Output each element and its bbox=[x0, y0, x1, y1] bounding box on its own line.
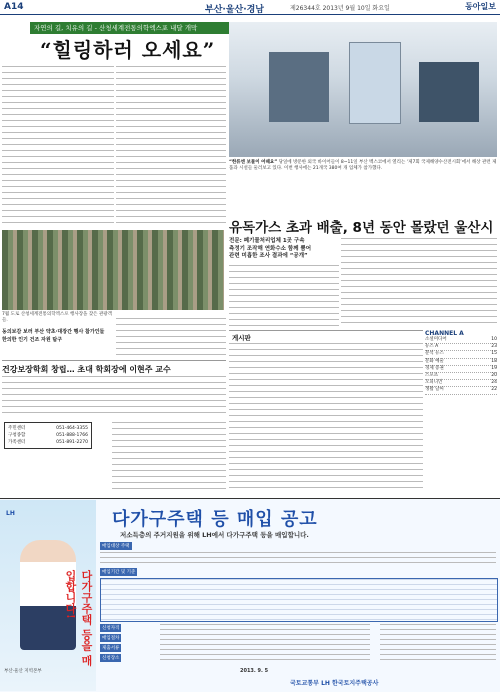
ad-slogan: 다가구주택 등을 매입합니다! bbox=[64, 570, 93, 666]
article3-body-col2 bbox=[112, 422, 226, 492]
divider bbox=[2, 360, 226, 361]
divider bbox=[229, 330, 423, 331]
ad-section-label: 신청자격 bbox=[102, 626, 120, 631]
ad-section-label: 매입절차 bbox=[102, 636, 120, 641]
lh-logo: LH bbox=[6, 510, 15, 517]
ad-section-label: 신청장소 bbox=[102, 656, 120, 661]
ad-sections bbox=[100, 542, 496, 667]
crowd-photo-caption: 7월 도로 산청세계전통의학엑스포 행사장을 찾은 관광객들. bbox=[2, 312, 112, 323]
ad-contact-name: 부산·울산 지역본부 bbox=[4, 669, 42, 674]
contact-row: 주민센터 051-464-3355 bbox=[8, 426, 88, 431]
contact-row: 구청종합 051-888-1766 bbox=[8, 433, 88, 438]
contact-row: 가족센터 051-891-2270 bbox=[8, 440, 88, 445]
article3-headline: 건강보장학회 창립… 초대 학회장에 이현주 교수 bbox=[2, 365, 171, 374]
article2-body bbox=[341, 238, 497, 328]
sub-article-title: 동의보감 보러 부산 약초·대장간 행사 참가인들 bbox=[2, 329, 105, 335]
sidebar-title: CHANNEL A bbox=[425, 330, 464, 337]
sub-article-body bbox=[116, 318, 226, 358]
sidebar-row: 문화 예술 18 bbox=[425, 359, 497, 366]
expo-caption-title: “한류엔 보물이 어때요” bbox=[229, 160, 278, 165]
ad-table bbox=[100, 578, 498, 622]
sidebar-row: 경제 증권 19 bbox=[425, 366, 497, 373]
sub-article-line2: 한의한 인기 건조 자원 탐구 bbox=[2, 337, 63, 343]
ad-date: 2013. 9. 5 bbox=[240, 668, 269, 674]
newspaper-logo: 동아일보 bbox=[465, 2, 496, 11]
section-title: 부산·울산·경남 bbox=[205, 5, 265, 15]
contact-box bbox=[4, 422, 92, 449]
page-header bbox=[0, 0, 500, 15]
sidebar-row: 분석 뉴스 15 bbox=[425, 351, 497, 358]
ad-section-label: 매입기간 및 기준 bbox=[102, 570, 136, 575]
article-body-col2 bbox=[116, 66, 226, 226]
sidebar-row: 뉴스 A 23 bbox=[425, 344, 497, 351]
article-body-col1 bbox=[2, 66, 114, 226]
ad-title: 다가구주택 등 매입 공고 bbox=[112, 509, 318, 530]
ad-notes bbox=[380, 624, 496, 664]
article-kicker: 자연의 길, 치유의 길 - 산청세계전통의학엑스포 내달 개막 bbox=[30, 22, 233, 34]
people-section-title: 게시판 bbox=[232, 334, 251, 342]
issue-meta: 제26344호 2013년 9월 10일 화요일 bbox=[290, 5, 390, 12]
ad-model-panel bbox=[0, 500, 96, 691]
article2-body-col1 bbox=[229, 265, 339, 328]
ad-section-label: 제출서류 bbox=[102, 646, 120, 651]
expo-photo bbox=[229, 22, 497, 157]
expo-caption-body: 당일에 방문한 외국 바이어들이 8~11일 부산 벡스코에서 열리는 ‘제7회 국제해양수산전시회’에서 해상 관련 제품과 시설들 둘러보고 있다. 이번 행사에는 21개국 380여 개 업체가 참가했다. bbox=[229, 160, 497, 171]
ad-section-label: 매입대상 주택 bbox=[102, 544, 130, 549]
article3-body bbox=[2, 376, 226, 418]
ad-section-body bbox=[160, 624, 370, 664]
ad-footer: 국토교통부 LH 한국토지주택공사 bbox=[290, 680, 379, 687]
crowd-photo bbox=[2, 230, 224, 310]
sidebar-row: 오피니언 24 bbox=[425, 380, 497, 387]
sidebar-row: 소셜미디어 10 bbox=[425, 337, 497, 344]
page-number: A14 bbox=[4, 2, 24, 12]
people-body bbox=[229, 343, 423, 493]
article2-deck: 전문: 폐기물처리업체 1곳 구속 측정기 조작해 연화수소 함께 뿜어 관련 미흡한 조사 결과에 “공개” bbox=[229, 238, 312, 259]
main-headline: “힐링하러 오세요” bbox=[40, 38, 216, 62]
sidebar-row: 생활 날씨 22 bbox=[425, 387, 497, 394]
article2-headline: 유독가스 초과 배출, 8년 동안 몰랐던 울산시 bbox=[229, 220, 494, 236]
ad-section-body bbox=[100, 552, 496, 566]
channel-sidebar bbox=[425, 330, 497, 495]
sidebar-row: 스포츠 20 bbox=[425, 373, 497, 380]
expo-caption bbox=[229, 160, 497, 172]
ad-subtitle: 저소득층의 주거지원을 위해 LH에서 다가구주택 등을 매입합니다. bbox=[120, 531, 309, 539]
